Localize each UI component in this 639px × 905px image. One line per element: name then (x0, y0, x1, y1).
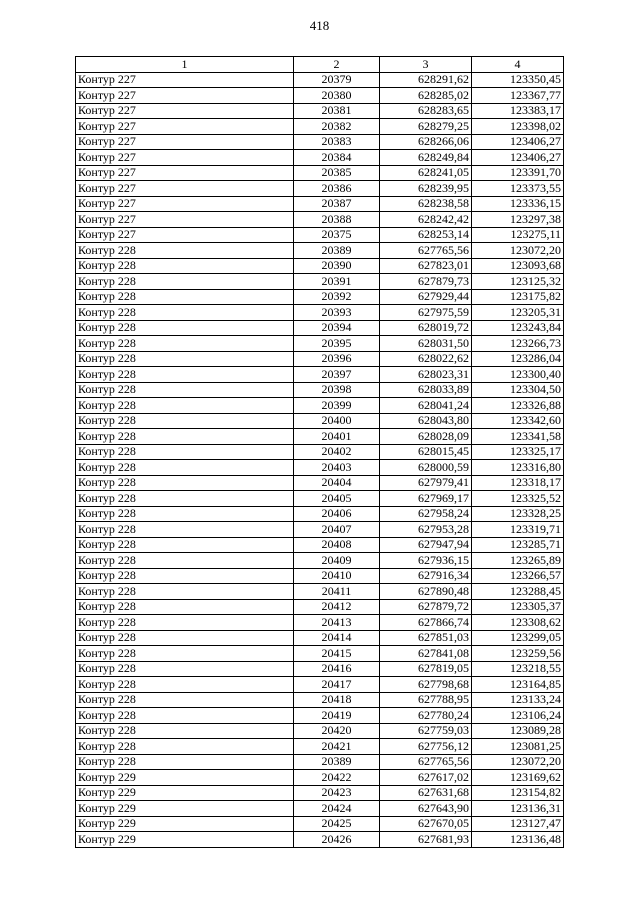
y-coordinate-cell: 123325,17 (472, 444, 564, 460)
y-coordinate-cell: 123072,20 (472, 754, 564, 770)
contour-name-cell: Контур 228 (76, 739, 294, 755)
point-number-cell: 20381 (294, 103, 380, 119)
x-coordinate-cell: 627643,90 (380, 801, 472, 817)
point-number-cell: 20422 (294, 770, 380, 786)
point-number-cell: 20423 (294, 785, 380, 801)
point-number-cell: 20401 (294, 429, 380, 445)
point-number-cell: 20391 (294, 274, 380, 290)
y-coordinate-cell: 123136,31 (472, 801, 564, 817)
table-row (76, 165, 564, 181)
y-coordinate-cell: 123342,60 (472, 413, 564, 429)
table-row (76, 630, 564, 646)
x-coordinate-cell: 627759,03 (380, 723, 472, 739)
x-coordinate-cell: 628291,62 (380, 72, 472, 88)
table-row (76, 320, 564, 336)
table-row (76, 274, 564, 290)
contour-name-cell: Контур 228 (76, 506, 294, 522)
contour-name-cell: Контур 229 (76, 785, 294, 801)
table-row (76, 119, 564, 135)
table-row (76, 413, 564, 429)
y-coordinate-cell: 123243,84 (472, 320, 564, 336)
table-row (76, 522, 564, 538)
table-row (76, 506, 564, 522)
x-coordinate-cell: 628279,25 (380, 119, 472, 135)
point-number-cell: 20402 (294, 444, 380, 460)
y-coordinate-cell: 123383,17 (472, 103, 564, 119)
contour-name-cell: Контур 228 (76, 692, 294, 708)
contour-name-cell: Контур 228 (76, 320, 294, 336)
x-coordinate-cell: 628000,59 (380, 460, 472, 476)
y-coordinate-cell: 123265,89 (472, 553, 564, 569)
table-row (76, 429, 564, 445)
x-coordinate-cell: 628023,31 (380, 367, 472, 383)
table-row (76, 258, 564, 274)
contour-name-cell: Контур 228 (76, 413, 294, 429)
table-row (76, 243, 564, 259)
table-row (76, 336, 564, 352)
x-coordinate-cell: 628253,14 (380, 227, 472, 243)
table-row (76, 150, 564, 166)
contour-name-cell: Контур 227 (76, 150, 294, 166)
point-number-cell: 20398 (294, 382, 380, 398)
point-number-cell: 20413 (294, 615, 380, 631)
x-coordinate-cell: 627879,73 (380, 274, 472, 290)
table-row (76, 305, 564, 321)
table-row (76, 398, 564, 414)
y-coordinate-cell: 123350,45 (472, 72, 564, 88)
point-number-cell: 20408 (294, 537, 380, 553)
point-number-cell: 20400 (294, 413, 380, 429)
y-coordinate-cell: 123288,45 (472, 584, 564, 600)
point-number-cell: 20380 (294, 88, 380, 104)
table-row (76, 646, 564, 662)
point-number-cell: 20389 (294, 754, 380, 770)
point-number-cell: 20426 (294, 832, 380, 848)
contour-name-cell: Контур 229 (76, 816, 294, 832)
x-coordinate-cell: 628249,84 (380, 150, 472, 166)
table-row (76, 196, 564, 212)
y-coordinate-cell: 123406,27 (472, 150, 564, 166)
y-coordinate-cell: 123205,31 (472, 305, 564, 321)
table-row (76, 491, 564, 507)
point-number-cell: 20407 (294, 522, 380, 538)
contour-name-cell: Контур 228 (76, 568, 294, 584)
point-number-cell: 20387 (294, 196, 380, 212)
point-number-cell: 20418 (294, 692, 380, 708)
x-coordinate-cell: 627851,03 (380, 630, 472, 646)
y-coordinate-cell: 123304,50 (472, 382, 564, 398)
x-coordinate-cell: 628041,24 (380, 398, 472, 414)
contour-name-cell: Контур 228 (76, 646, 294, 662)
point-number-cell: 20389 (294, 243, 380, 259)
table-row (76, 72, 564, 88)
contour-name-cell: Контур 227 (76, 72, 294, 88)
column-header-1: 1 (76, 57, 294, 73)
y-coordinate-cell: 123125,32 (472, 274, 564, 290)
contour-name-cell: Контур 228 (76, 661, 294, 677)
x-coordinate-cell: 628266,06 (380, 134, 472, 150)
point-number-cell: 20395 (294, 336, 380, 352)
y-coordinate-cell: 123316,80 (472, 460, 564, 476)
x-coordinate-cell: 627841,08 (380, 646, 472, 662)
x-coordinate-cell: 628239,95 (380, 181, 472, 197)
point-number-cell: 20399 (294, 398, 380, 414)
table-row (76, 832, 564, 848)
column-header-3: 3 (380, 57, 472, 73)
page-number: 418 (309, 18, 330, 33)
point-number-cell: 20405 (294, 491, 380, 507)
point-number-cell: 20393 (294, 305, 380, 321)
table-row (76, 677, 564, 693)
table-row (76, 537, 564, 553)
contour-name-cell: Контур 228 (76, 537, 294, 553)
point-number-cell: 20383 (294, 134, 380, 150)
contour-name-cell: Контур 228 (76, 630, 294, 646)
y-coordinate-cell: 123319,71 (472, 522, 564, 538)
y-coordinate-cell: 123286,04 (472, 351, 564, 367)
x-coordinate-cell: 627929,44 (380, 289, 472, 305)
x-coordinate-cell: 627780,24 (380, 708, 472, 724)
contour-name-cell: Контур 228 (76, 553, 294, 569)
x-coordinate-cell: 628019,72 (380, 320, 472, 336)
point-number-cell: 20409 (294, 553, 380, 569)
contour-name-cell: Контур 228 (76, 351, 294, 367)
contour-name-cell: Контур 228 (76, 599, 294, 615)
point-number-cell: 20390 (294, 258, 380, 274)
contour-name-cell: Контур 227 (76, 88, 294, 104)
point-number-cell: 20382 (294, 119, 380, 135)
point-number-cell: 20416 (294, 661, 380, 677)
x-coordinate-cell: 627765,56 (380, 754, 472, 770)
contour-name-cell: Контур 227 (76, 165, 294, 181)
y-coordinate-cell: 123164,85 (472, 677, 564, 693)
y-coordinate-cell: 123072,20 (472, 243, 564, 259)
point-number-cell: 20410 (294, 568, 380, 584)
x-coordinate-cell: 627947,94 (380, 537, 472, 553)
table-row (76, 460, 564, 476)
contour-name-cell: Контур 227 (76, 227, 294, 243)
x-coordinate-cell: 627953,28 (380, 522, 472, 538)
column-header-4: 4 (472, 57, 564, 73)
table-body (76, 72, 564, 847)
contour-name-cell: Контур 228 (76, 615, 294, 631)
x-coordinate-cell: 627670,05 (380, 816, 472, 832)
y-coordinate-cell: 123218,55 (472, 661, 564, 677)
y-coordinate-cell: 123297,38 (472, 212, 564, 228)
x-coordinate-cell: 628241,05 (380, 165, 472, 181)
table-row (76, 661, 564, 677)
y-coordinate-cell: 123299,05 (472, 630, 564, 646)
point-number-cell: 20421 (294, 739, 380, 755)
table-row (76, 692, 564, 708)
contour-name-cell: Контур 228 (76, 677, 294, 693)
point-number-cell: 20411 (294, 584, 380, 600)
x-coordinate-cell: 628033,89 (380, 382, 472, 398)
contour-name-cell: Контур 229 (76, 832, 294, 848)
contour-name-cell: Контур 228 (76, 754, 294, 770)
table-row (76, 723, 564, 739)
y-coordinate-cell: 123367,77 (472, 88, 564, 104)
x-coordinate-cell: 627631,68 (380, 785, 472, 801)
x-coordinate-cell: 628242,42 (380, 212, 472, 228)
x-coordinate-cell: 628043,80 (380, 413, 472, 429)
x-coordinate-cell: 628022,62 (380, 351, 472, 367)
point-number-cell: 20386 (294, 181, 380, 197)
x-coordinate-cell: 628238,58 (380, 196, 472, 212)
column-header-2: 2 (294, 57, 380, 73)
contour-name-cell: Контур 228 (76, 274, 294, 290)
table-row (76, 103, 564, 119)
contour-name-cell: Контур 227 (76, 212, 294, 228)
point-number-cell: 20394 (294, 320, 380, 336)
contour-name-cell: Контур 228 (76, 336, 294, 352)
point-number-cell: 20412 (294, 599, 380, 615)
point-number-cell: 20397 (294, 367, 380, 383)
point-number-cell: 20417 (294, 677, 380, 693)
contour-name-cell: Контур 228 (76, 444, 294, 460)
point-number-cell: 20385 (294, 165, 380, 181)
x-coordinate-cell: 627756,12 (380, 739, 472, 755)
x-coordinate-cell: 627798,68 (380, 677, 472, 693)
table-row (76, 212, 564, 228)
x-coordinate-cell: 627979,41 (380, 475, 472, 491)
y-coordinate-cell: 123093,68 (472, 258, 564, 274)
point-number-cell: 20392 (294, 289, 380, 305)
table-row (76, 816, 564, 832)
contour-name-cell: Контур 228 (76, 429, 294, 445)
table-row (76, 754, 564, 770)
point-number-cell: 20388 (294, 212, 380, 228)
table-row (76, 785, 564, 801)
y-coordinate-cell: 123398,02 (472, 119, 564, 135)
y-coordinate-cell: 123106,24 (472, 708, 564, 724)
y-coordinate-cell: 123318,17 (472, 475, 564, 491)
table-row (76, 134, 564, 150)
point-number-cell: 20419 (294, 708, 380, 724)
y-coordinate-cell: 123326,88 (472, 398, 564, 414)
table-row (76, 289, 564, 305)
x-coordinate-cell: 627958,24 (380, 506, 472, 522)
point-number-cell: 20404 (294, 475, 380, 491)
point-number-cell: 20406 (294, 506, 380, 522)
table-row (76, 367, 564, 383)
contour-name-cell: Контур 228 (76, 584, 294, 600)
x-coordinate-cell: 628015,45 (380, 444, 472, 460)
y-coordinate-cell: 123169,62 (472, 770, 564, 786)
contour-name-cell: Контур 228 (76, 367, 294, 383)
x-coordinate-cell: 627819,05 (380, 661, 472, 677)
y-coordinate-cell: 123285,71 (472, 537, 564, 553)
x-coordinate-cell: 627936,15 (380, 553, 472, 569)
table-row (76, 708, 564, 724)
table-row (76, 181, 564, 197)
y-coordinate-cell: 123081,25 (472, 739, 564, 755)
x-coordinate-cell: 627879,72 (380, 599, 472, 615)
y-coordinate-cell: 123275,11 (472, 227, 564, 243)
contour-name-cell: Контур 228 (76, 382, 294, 398)
table-row (76, 88, 564, 104)
y-coordinate-cell: 123133,24 (472, 692, 564, 708)
x-coordinate-cell: 627823,01 (380, 258, 472, 274)
point-number-cell: 20420 (294, 723, 380, 739)
contour-name-cell: Контур 229 (76, 770, 294, 786)
y-coordinate-cell: 123406,27 (472, 134, 564, 150)
contour-name-cell: Контур 228 (76, 289, 294, 305)
table-row (76, 475, 564, 491)
point-number-cell: 20396 (294, 351, 380, 367)
table-row (76, 770, 564, 786)
y-coordinate-cell: 123305,37 (472, 599, 564, 615)
x-coordinate-cell: 627788,95 (380, 692, 472, 708)
y-coordinate-cell: 123308,62 (472, 615, 564, 631)
table-row (76, 599, 564, 615)
contour-name-cell: Контур 228 (76, 723, 294, 739)
y-coordinate-cell: 123266,57 (472, 568, 564, 584)
contour-name-cell: Контур 228 (76, 398, 294, 414)
y-coordinate-cell: 123336,15 (472, 196, 564, 212)
table-row (76, 615, 564, 631)
x-coordinate-cell: 628028,09 (380, 429, 472, 445)
x-coordinate-cell: 627765,56 (380, 243, 472, 259)
y-coordinate-cell: 123089,28 (472, 723, 564, 739)
table-row (76, 801, 564, 817)
table-row (76, 739, 564, 755)
contour-name-cell: Контур 227 (76, 196, 294, 212)
table-row (76, 227, 564, 243)
coordinates-table (75, 56, 564, 848)
point-number-cell: 20415 (294, 646, 380, 662)
y-coordinate-cell: 123341,58 (472, 429, 564, 445)
table-header-row (76, 57, 564, 73)
x-coordinate-cell: 628031,50 (380, 336, 472, 352)
x-coordinate-cell: 627617,02 (380, 770, 472, 786)
table-row (76, 382, 564, 398)
point-number-cell: 20425 (294, 816, 380, 832)
y-coordinate-cell: 123391,70 (472, 165, 564, 181)
contour-name-cell: Контур 228 (76, 258, 294, 274)
table-row (76, 553, 564, 569)
point-number-cell: 20403 (294, 460, 380, 476)
y-coordinate-cell: 123154,82 (472, 785, 564, 801)
y-coordinate-cell: 123175,82 (472, 289, 564, 305)
x-coordinate-cell: 627916,34 (380, 568, 472, 584)
x-coordinate-cell: 627866,74 (380, 615, 472, 631)
y-coordinate-cell: 123136,48 (472, 832, 564, 848)
table-row (76, 351, 564, 367)
y-coordinate-cell: 123266,73 (472, 336, 564, 352)
y-coordinate-cell: 123325,52 (472, 491, 564, 507)
contour-name-cell: Контур 229 (76, 801, 294, 817)
contour-name-cell: Контур 228 (76, 522, 294, 538)
contour-name-cell: Контур 228 (76, 475, 294, 491)
y-coordinate-cell: 123373,55 (472, 181, 564, 197)
contour-name-cell: Контур 228 (76, 460, 294, 476)
contour-name-cell: Контур 227 (76, 181, 294, 197)
y-coordinate-cell: 123328,25 (472, 506, 564, 522)
contour-name-cell: Контур 228 (76, 708, 294, 724)
point-number-cell: 20384 (294, 150, 380, 166)
point-number-cell: 20424 (294, 801, 380, 817)
table-row (76, 568, 564, 584)
table-row (76, 444, 564, 460)
x-coordinate-cell: 628283,65 (380, 103, 472, 119)
point-number-cell: 20414 (294, 630, 380, 646)
contour-name-cell: Контур 227 (76, 103, 294, 119)
point-number-cell: 20379 (294, 72, 380, 88)
table-row (76, 584, 564, 600)
x-coordinate-cell: 628285,02 (380, 88, 472, 104)
y-coordinate-cell: 123300,40 (472, 367, 564, 383)
y-coordinate-cell: 123127,47 (472, 816, 564, 832)
x-coordinate-cell: 627969,17 (380, 491, 472, 507)
contour-name-cell: Контур 228 (76, 305, 294, 321)
x-coordinate-cell: 627975,59 (380, 305, 472, 321)
y-coordinate-cell: 123259,56 (472, 646, 564, 662)
x-coordinate-cell: 627890,48 (380, 584, 472, 600)
contour-name-cell: Контур 227 (76, 134, 294, 150)
contour-name-cell: Контур 227 (76, 119, 294, 135)
x-coordinate-cell: 627681,93 (380, 832, 472, 848)
contour-name-cell: Контур 228 (76, 491, 294, 507)
point-number-cell: 20375 (294, 227, 380, 243)
contour-name-cell: Контур 228 (76, 243, 294, 259)
